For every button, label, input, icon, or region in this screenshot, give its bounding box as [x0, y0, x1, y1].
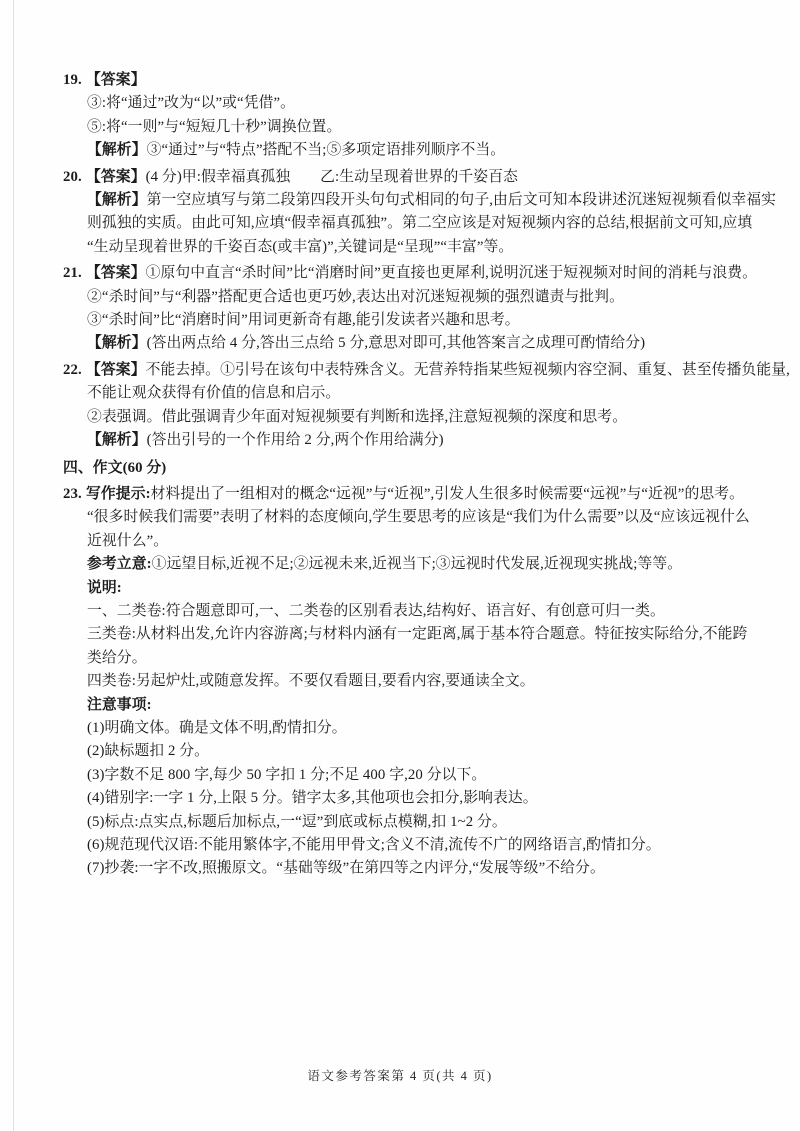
- doc-line: [0, 457, 800, 480]
- bold-label: 【解析】: [87, 192, 147, 209]
- text-segment: ②“杀时间”与“利器”搭配更合适也更巧妙,表达出对沉迷短视频的强烈谴责与批判。: [87, 288, 624, 305]
- text-segment: (5)标点:点实点,标题后加标点,一“逗”到底或标点模糊,扣 1~2 分。: [87, 813, 507, 830]
- text-segment: ②表强调。借此强调青少年面对短视频要有判断和选择,注意短视频的深度和思考。: [87, 408, 628, 425]
- text-segment: (7)抄袭:一字不改,照搬原文。“基础等级”在第四等之内评分,“发展等级”不给分。: [87, 860, 605, 877]
- doc-line: [0, 577, 800, 600]
- doc-line: [0, 406, 800, 429]
- doc-line: [0, 834, 800, 857]
- text-segment: (4 分)甲:假幸福真孤独 乙:生动呈现着世界的千姿百态: [145, 168, 518, 185]
- answer-key-document: [0, 66, 800, 881]
- text-segment: 一、二类卷:符合题意即可,一、二类卷的区别看表达,结构好、语言好、有创意可归一类。: [87, 602, 665, 619]
- bold-label: 【答案】: [86, 168, 146, 185]
- item-number: 21.: [63, 265, 82, 282]
- doc-line: [0, 92, 800, 115]
- text-segment: (6)规范现代汉语:不能用繁体字,不能用甲骨文;含义不清,流传不广的网络语言,酌情扣分。: [87, 837, 661, 853]
- text-segment: 则孤独的实质。由此可知,应填“假幸福真孤独”。第二空应该是对短视频内容的总结,根据前文可知,应填: [87, 215, 753, 232]
- doc-line: [0, 212, 800, 235]
- bold-label: 【解析】: [87, 432, 147, 449]
- text-segment: 三类卷:从材料出发,允许内容游离;与材料内涵有一定距离,属于基本符合题意。特征按实际给分,不能跨: [87, 626, 748, 643]
- text-segment: 近视什么”。: [87, 532, 169, 549]
- item-number: 20.: [63, 168, 82, 185]
- doc-line: [0, 382, 800, 405]
- doc-line: [0, 359, 800, 382]
- bold-label: 参考立意:: [87, 556, 152, 573]
- text-segment: ⑤:将“一则”与“短短几十秒”调换位置。: [87, 118, 342, 135]
- text-segment: 第一空应填写与第二段第四段开头句句式相同的句子,由后文可知本段讲述沉迷短视频看似幸福实: [146, 192, 777, 209]
- doc-line: [0, 166, 800, 189]
- doc-line: [0, 647, 800, 670]
- bold-label: 【解析】: [87, 335, 147, 352]
- item-number: 22.: [63, 361, 82, 378]
- doc-line: [0, 139, 800, 162]
- doc-line: [0, 670, 800, 693]
- text-segment: 不能让观众获得有价值的信息和启示。: [87, 385, 341, 402]
- text-segment: ①远望目标,近视不足;②远视未来,近视当下;③远视时代发展,近视现实挑战;等等。: [151, 556, 683, 573]
- doc-line: [0, 236, 800, 259]
- doc-line: [0, 740, 800, 763]
- text-segment: 类给分。: [87, 649, 147, 666]
- doc-line: [0, 309, 800, 332]
- doc-line: [0, 717, 800, 740]
- bold-label: 注意事项:: [87, 696, 152, 713]
- bold-label: 说明:: [87, 579, 122, 596]
- doc-line: [0, 189, 800, 212]
- text-segment: (答出两点给 4 分,答出三点给 5 分,意思对即可,其他答案言之成理可酌情给分): [146, 335, 646, 352]
- bold-label: 【答案】: [86, 265, 146, 282]
- doc-line: [0, 787, 800, 810]
- footer-page-label: 语文参考答案第 4 页(共 4 页): [307, 1069, 493, 1083]
- item-number: 19.: [63, 72, 82, 88]
- doc-line: [0, 530, 800, 553]
- bold-label: 【答案】: [86, 361, 146, 378]
- doc-line: [0, 623, 800, 646]
- doc-line: [0, 857, 800, 880]
- doc-line: [0, 694, 800, 717]
- text-segment: (4)错别字:一字 1 分,上限 5 分。错字太多,其他项也会扣分,影响表达。: [87, 790, 538, 807]
- doc-line: [0, 429, 800, 452]
- doc-line: [0, 332, 800, 355]
- bold-label: 【答案】: [86, 72, 146, 88]
- text-segment: ③“杀时间”比“消磨时间”用词更新奇有趣,能引发读者兴趣和思考。: [87, 312, 520, 329]
- doc-line: [0, 600, 800, 623]
- doc-line: [0, 553, 800, 576]
- text-segment: 四类卷:另起炉灶,或随意发挥。不要仅看题目,要看内容,要通读全文。: [87, 673, 535, 690]
- doc-line: [0, 811, 800, 834]
- page-footer: [0, 1066, 800, 1084]
- doc-line: [0, 506, 800, 529]
- text-segment: 不能去掉。①引号在该句中表特殊含义。无营养特指某些短视频内容空洞、重复、甚至传播负能量,: [145, 361, 790, 378]
- text-segment: ③:将“通过”改为“以”或“凭借”。: [87, 95, 296, 112]
- text-segment: (2)缺标题扣 2 分。: [87, 743, 210, 760]
- doc-line: [0, 262, 800, 285]
- text-segment: (3)字数不足 800 字,每少 50 字扣 1 分;不足 400 字,20 分以下。: [87, 766, 487, 783]
- text-segment: “很多时候我们需要”表明了材料的态度倾向,学生要思考的应该是“我们为什么需要”以及“应该远视什么: [87, 509, 750, 526]
- text-segment: 四、作文(60 分): [63, 459, 167, 476]
- doc-line: [0, 286, 800, 309]
- text-segment: ③“通过”与“特点”搭配不当;⑤多项定语排列顺序不当。: [146, 142, 506, 159]
- doc-line: [0, 483, 800, 506]
- text-segment: “生动呈现着世界的千姿百态(或丰富)”,关键词是“呈现”“丰富”等。: [87, 238, 514, 255]
- bold-label: 写作提示:: [86, 485, 151, 502]
- text-segment: ①原句中直言“杀时间”比“消磨时间”更直接也更犀利,说明沉迷于短视频对时间的消耗与浪费。: [145, 265, 758, 282]
- text-segment: (1)明确文体。确是文体不明,酌情扣分。: [87, 719, 347, 736]
- item-number: 23.: [63, 485, 82, 502]
- doc-line: [0, 69, 800, 92]
- text-segment: 材料提出了一组相对的概念“远视”与“近视”,引发人生很多时候需要“远视”与“近视”的思考。: [150, 485, 745, 502]
- doc-line: [0, 116, 800, 139]
- doc-line: [0, 764, 800, 787]
- bold-label: 【解析】: [87, 142, 147, 159]
- text-segment: (答出引号的一个作用给 2 分,两个作用给满分): [146, 432, 444, 449]
